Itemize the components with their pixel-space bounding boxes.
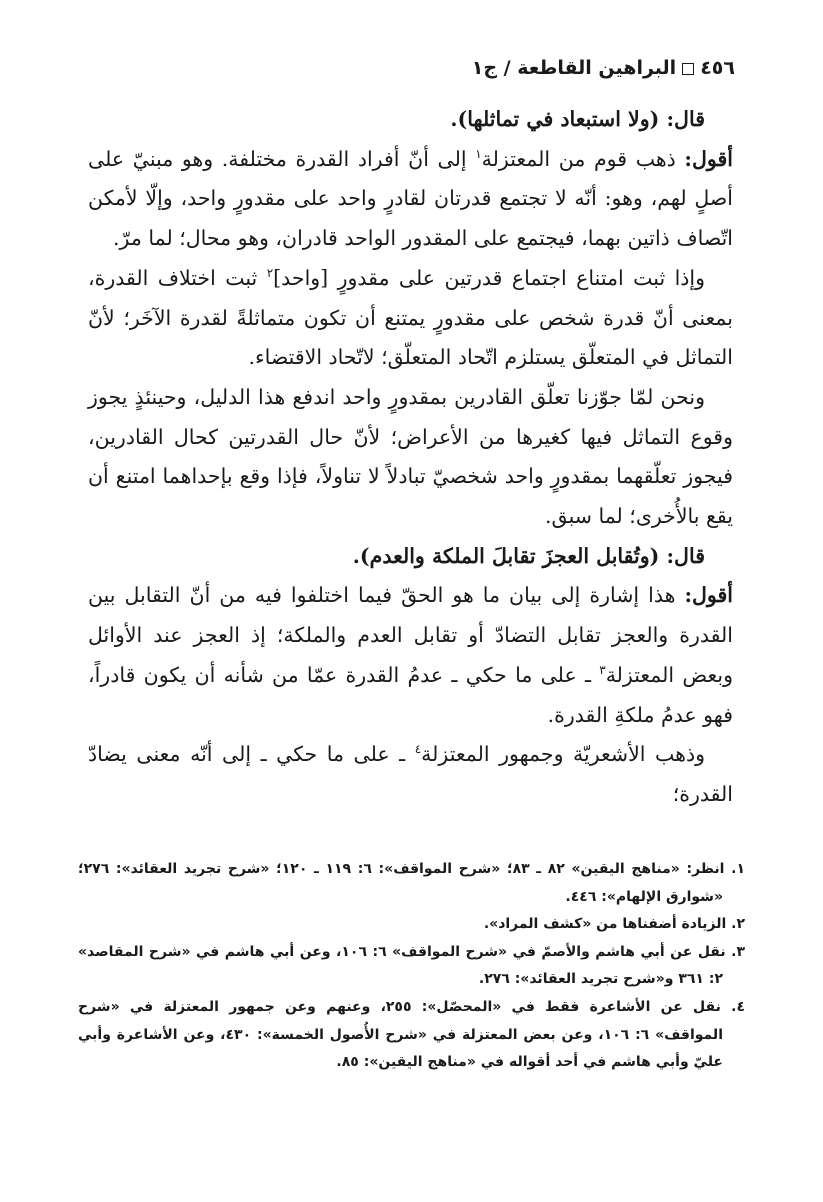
paragraph-3 (88, 259, 733, 378)
paragraph-6 (88, 576, 733, 735)
footnote-3: ٣. نقل عن أبي هاشم والأصمّ في «شرح المواقف» ٦: ١٠٦، وعن أبي هاشم في «شرح المقاصد» ٢: ٣٦١ و«شرح تجريد العقائد»: ٢٧٦. (78, 943, 745, 988)
footnote-4: ٤. نقل عن الأشاعرة فقط في «المحصّل»: ٢٥٥، وعنهم وعن جمهور المعتزلة في «شرح المواقف» ٦: ١٠٦، وعن بعض المعتزلة في «شرح الأُصول الخمسة»: ٤٣٠، وعن الأشاعرة وأبي عليّ وأبي هاشم في أحد أقواله في «مناهج اليقين»: ٨٥. (78, 998, 745, 1071)
paragraph-7-text-b: ـ على ما حكي ـ إلى أنّه معنى يضادّ القدرة؛ (88, 742, 733, 806)
paragraph-2-text-a: ذهب قوم من المعتزلة (481, 146, 685, 171)
paragraph-6-text-a: هذا إشارة إلى بيان ما هو الحقّ فيما اختلفوا فيه من أنّ التقابل بين القدرة والعجز تقابل التضادّ أو تقابل العدم والملكة؛ إذ العجز عند الأوائل وبعض المعتزلة (88, 583, 733, 687)
paragraph-5-text: (وتُقابل العجزَ تقابلَ الملكة والعدم). (352, 543, 667, 568)
footnotes (78, 856, 745, 1077)
running-header (88, 52, 735, 84)
book-title: البراهين القاطعة / ج١ (471, 57, 677, 79)
paragraph-7 (88, 735, 733, 814)
paragraph-6-text-b: ـ على ما حكي ـ عدمُ القدرة عمّا من شأنه أن يكون قادراً، فهو عدمُ ملكةِ القدرة. (88, 662, 733, 727)
paragraph-7-text-a: وذهب الأشعريّة وجمهور المعتزلة (421, 742, 705, 767)
paragraph-2-text-b: إلى أنّ أفراد القدرة مختلفة. وهو مبنيّ على أصلٍ لهم، وهو: أنّه لا تجتمع قدرتان لقادرٍ واحد على مقدورٍ واحد، وإلّا لأمكن اتّصاف ذاتين بهما، فيجتمع على المقدور الواحد قادران، وهو محال؛ لما مرّ. (88, 146, 733, 251)
paragraph-2 (88, 140, 733, 259)
square-separator-icon (682, 63, 694, 75)
paragraph-1-lead: قال: (666, 107, 705, 131)
footnote-2: ٢. الزيادة أضفناها من «كشف المراد». (483, 916, 745, 933)
paragraph-3-text-b: ثبت اختلاف القدرة، بمعنى أنّ قدرة شخص على مقدورٍ يمتنع أن تكون متماثلةً لقدرة الآخَر؛ لأنّ التماثل في المتعلّق يستلزم اتّحاد المتعلّق؛ لاتّحاد الاقتضاء. (88, 265, 733, 370)
paragraph-5-lead: قال: (666, 543, 705, 568)
footnote-ref-3[interactable]: ٣ (599, 663, 606, 678)
paragraph-2-lead: أقول: (684, 146, 733, 171)
page-number: ٤٥٦ (700, 57, 735, 79)
footnote-ref-4[interactable]: ٤ (414, 742, 422, 757)
footnote-1: ١. انظر: «مناهج اليقين» ٨٢ ـ ٨٣؛ «شرح المواقف»: ٦: ١١٩ ـ ١٢٠؛ «شرح تجريد العقائد»: ٢٧٦؛ «شوارق الإلهام»: ٤٤٦. (78, 861, 745, 905)
paragraph-4 (88, 378, 733, 537)
paragraph-4-text: ونحن لمّا جوّزنا تعلّق القادرين بمقدورٍ واحد اندفع هذا الدليل، وحينئذٍ يجوز وقوع التماثل فيها كغيرها من الأعراض؛ لأنّ حال القدرتين كحال القادرين، فيجوز تعلّقهما بمقدورٍ واحد شخصيّ تبادلاً لا تناولاً، فإذا وقع بإحداهما امتنع أن يقع بالأُخرى؛ لما سبق. (88, 384, 733, 529)
footnote-ref-1[interactable]: ١ (475, 146, 482, 161)
main-text (88, 100, 733, 815)
paragraph-1-text: (ولا استبعاد في تماثلها). (450, 107, 667, 131)
paragraph-3-text-a: وإذا ثبت امتناع اجتماع قدرتين على مقدورٍ [واحد] (273, 265, 706, 290)
paragraph-5 (88, 537, 733, 577)
paragraph-1 (88, 100, 733, 140)
paragraph-6-lead: أقول: (684, 583, 733, 608)
footnote-ref-2[interactable]: ٢ (266, 265, 274, 280)
